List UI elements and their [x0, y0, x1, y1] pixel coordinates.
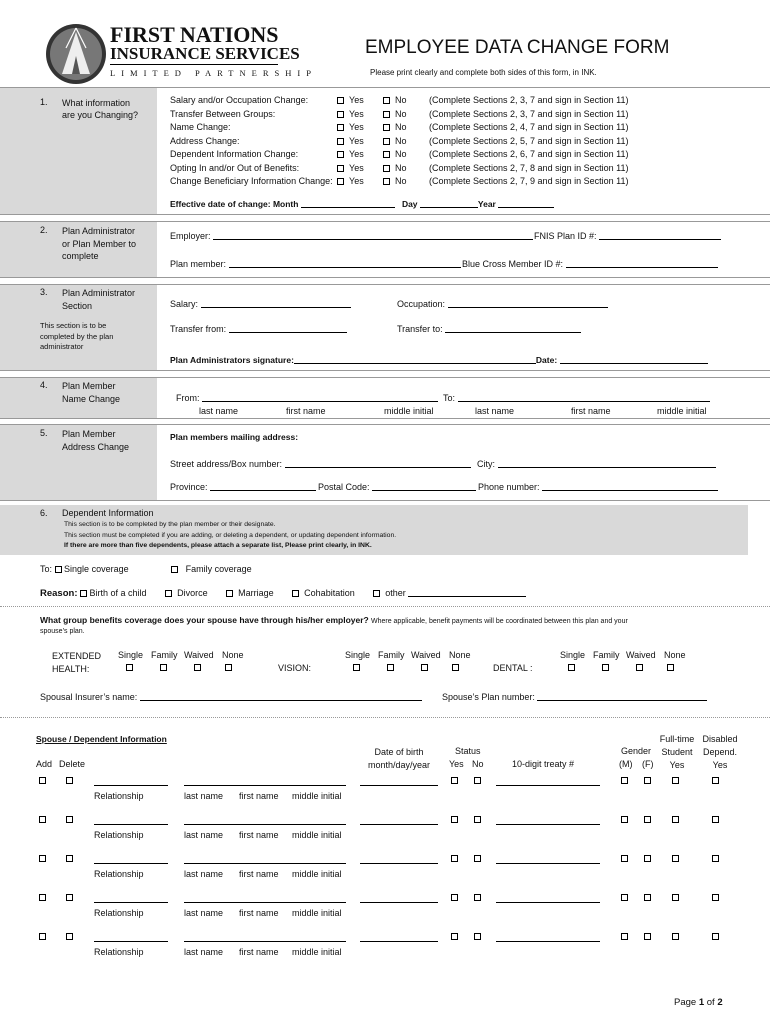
no-checkbox[interactable] [383, 178, 390, 185]
marriage-checkbox[interactable] [226, 590, 233, 597]
coverage-to-row: To: Single coverage Family coverage [40, 564, 252, 574]
section-5-label: Plan Member Address Change [62, 429, 130, 452]
dental-waived-checkbox-wrap [636, 662, 643, 672]
disabled-yes-checkbox[interactable] [712, 816, 719, 823]
change-row-yes: Yes [337, 176, 364, 186]
gender-m-header: (M) [619, 759, 633, 769]
extended-health-none-checkbox[interactable] [225, 664, 232, 671]
section-2-label: Plan Administrator or Plan Member to complete [62, 226, 137, 261]
gender-m-checkbox[interactable] [621, 933, 628, 940]
table-row [0, 933, 770, 963]
disabled-header: Disabled Depend. Yes [702, 734, 738, 770]
extended-health-label: EXTENDED HEALTH: [52, 651, 102, 674]
fulltime-yes-checkbox[interactable] [672, 933, 679, 940]
to-last-caption: last name [475, 406, 515, 416]
first-name-caption: first name [239, 908, 279, 918]
treaty-field[interactable] [496, 933, 600, 942]
to-middle-caption: middle initial [657, 406, 707, 416]
dental-family-header: Family [593, 650, 620, 660]
company-name-2: INSURANCE SERVICES [110, 44, 300, 63]
vision-none-checkbox[interactable] [452, 664, 459, 671]
status-no-checkbox[interactable] [474, 855, 481, 862]
status-header: Status [455, 746, 481, 756]
dob-field[interactable] [360, 855, 438, 864]
yes-checkbox[interactable] [337, 178, 344, 185]
transfer-from-field[interactable]: Transfer from: [170, 324, 347, 334]
middle-initial-caption: middle initial [292, 908, 342, 918]
change-row-label: Change Beneficiary Information Change: [170, 176, 333, 186]
admin-signature-field[interactable]: Plan Administrators signature: Date: [170, 355, 708, 365]
relationship-field[interactable] [94, 894, 168, 903]
extended-health-none-header: None [222, 650, 244, 660]
delete-checkbox[interactable] [66, 933, 73, 940]
family-coverage-checkbox[interactable] [171, 566, 178, 573]
dob-field[interactable] [360, 777, 438, 786]
vision-none-header: None [449, 650, 471, 660]
yes-checkbox[interactable] [337, 111, 344, 118]
section-3-note: This section is to be completed by the plan administrator [40, 321, 114, 351]
blue-cross-id-field[interactable]: Blue Cross Member ID #: [462, 259, 718, 269]
status-no-checkbox[interactable] [474, 777, 481, 784]
fulltime-yes-checkbox[interactable] [672, 777, 679, 784]
status-no-checkbox[interactable] [474, 894, 481, 901]
last-name-caption: last name [184, 908, 224, 918]
disabled-yes-checkbox[interactable] [712, 855, 719, 862]
dependent-name-field[interactable] [184, 894, 346, 903]
change-row-no: No [383, 109, 407, 119]
table-row [0, 816, 770, 846]
dependent-name-field[interactable] [184, 777, 346, 786]
gender-f-checkbox[interactable] [644, 933, 651, 940]
change-row-note: (Complete Sections 2, 6, 7 and sign in Section 11) [429, 149, 629, 159]
middle-initial-caption: middle initial [292, 947, 342, 957]
page-number: Page 1 of 2 [674, 997, 723, 1008]
name-from-field[interactable]: From: [176, 393, 438, 403]
dental-waived-checkbox[interactable] [636, 664, 643, 671]
fulltime-header: Full-time Student Yes [659, 734, 695, 770]
yes-checkbox[interactable] [337, 138, 344, 145]
add-checkbox[interactable] [39, 777, 46, 784]
extended-health-waived-checkbox[interactable] [194, 664, 201, 671]
province-field[interactable]: Province: [170, 482, 316, 492]
vision-family-checkbox[interactable] [387, 664, 394, 671]
company-name-rule [110, 64, 278, 65]
dental-single-checkbox[interactable] [568, 664, 575, 671]
relationship-field[interactable] [94, 855, 168, 864]
gender-header: Gender [621, 746, 652, 756]
delete-checkbox[interactable] [66, 777, 73, 784]
fulltime-yes-checkbox[interactable] [672, 855, 679, 862]
delete-checkbox[interactable] [66, 816, 73, 823]
reason-row: Reason: Birth of a child Divorce Marriage Cohabitation other [40, 588, 526, 599]
vision-family-header: Family [378, 650, 405, 660]
status-no-checkbox[interactable] [474, 933, 481, 940]
vision-none-checkbox-wrap [452, 662, 459, 672]
vision-waived-checkbox[interactable] [421, 664, 428, 671]
disabled-yes-checkbox[interactable] [712, 777, 719, 784]
last-name-caption: last name [184, 869, 224, 879]
salary-field[interactable]: Salary: [170, 299, 351, 309]
extended-health-single-checkbox-wrap [126, 662, 133, 672]
section-5-number: 5. [40, 428, 48, 438]
change-row-no: No [383, 136, 407, 146]
spouse-plan-number-field[interactable]: Spouse’s Plan number: [442, 692, 707, 702]
logo-emblem-icon [44, 22, 108, 86]
fnis-plan-id-field[interactable]: FNIS Plan ID #: [534, 231, 721, 241]
add-checkbox[interactable] [39, 894, 46, 901]
dental-family-checkbox[interactable] [602, 664, 609, 671]
change-row-yes: Yes [337, 163, 364, 173]
section-1-number: 1. [40, 97, 48, 107]
transfer-to-field[interactable]: Transfer to: [397, 324, 581, 334]
change-row-yes: Yes [337, 136, 364, 146]
no-checkbox[interactable] [383, 138, 390, 145]
extended-health-none-checkbox-wrap [225, 662, 232, 672]
relationship-caption: Relationship [94, 908, 144, 918]
to-first-caption: first name [571, 406, 611, 416]
treaty-header: 10-digit treaty # [512, 759, 575, 769]
add-checkbox[interactable] [39, 855, 46, 862]
table-row [0, 894, 770, 924]
fulltime-yes-checkbox[interactable] [672, 816, 679, 823]
change-row-label: Dependent Information Change: [170, 149, 299, 159]
vision-family-checkbox-wrap [387, 662, 394, 672]
extended-health-family-checkbox-wrap [160, 662, 167, 672]
gender-f-checkbox[interactable] [644, 777, 651, 784]
change-row-label: Transfer Between Groups: [170, 108, 276, 119]
vision-single-checkbox[interactable] [353, 664, 360, 671]
vision-waived-checkbox-wrap [421, 662, 428, 672]
first-name-caption: first name [239, 869, 279, 879]
vision-single-checkbox-wrap [353, 662, 360, 672]
change-row-no: No [383, 122, 407, 132]
section-3-label: Plan Administrator Section [62, 288, 136, 311]
extended-health-family-header: Family [151, 650, 178, 660]
city-field[interactable]: City: [477, 459, 716, 469]
dependent-name-field[interactable] [184, 933, 346, 942]
fulltime-yes-checkbox[interactable] [672, 894, 679, 901]
gender-f-checkbox[interactable] [644, 816, 651, 823]
change-row-yes: Yes [337, 95, 364, 105]
treaty-field[interactable] [496, 777, 600, 786]
relationship-caption: Relationship [94, 830, 144, 840]
change-row-label: Address Change: [170, 135, 240, 146]
dental-label: DENTAL : [493, 663, 533, 673]
section-6-label: Dependent Information [62, 508, 154, 518]
change-row-note: (Complete Sections 2, 5, 7 and sign in Section 11) [429, 135, 629, 146]
dependent-name-field[interactable] [184, 855, 346, 864]
spouse-note-2: spouse’s plan. [40, 628, 85, 635]
vision-single-header: Single [345, 650, 371, 660]
section-3-number: 3. [40, 287, 48, 297]
treaty-field[interactable] [496, 816, 600, 825]
relationship-field[interactable] [94, 933, 168, 942]
status-yes-checkbox[interactable] [451, 933, 458, 940]
section-6-notes: This section is to be completed by the plan member or their designate. This section must be completed if you are adding, or deleting a dependent, or updating dependent information. If there are more than five dependents, please attach a separate list, Please print clearly, in INK. [64, 521, 397, 549]
relationship-field[interactable] [94, 816, 168, 825]
relationship-caption: Relationship [94, 869, 144, 879]
treaty-field[interactable] [496, 855, 600, 864]
change-row-yes: Yes [337, 109, 364, 119]
yes-checkbox[interactable] [337, 165, 344, 172]
section-4-label: Plan Member Name Change [62, 381, 121, 404]
section-4-number: 4. [40, 380, 48, 390]
extended-health-family-checkbox[interactable] [160, 664, 167, 671]
relationship-caption: Relationship [94, 791, 144, 801]
first-name-caption: first name [239, 791, 279, 801]
company-logo [44, 22, 108, 86]
form-instruction: Please print clearly and complete both sides of this form, in INK. [370, 68, 597, 77]
dental-none-header: None [664, 650, 686, 660]
no-checkbox[interactable] [383, 165, 390, 172]
dob-field[interactable] [360, 816, 438, 825]
change-row-no: No [383, 163, 407, 173]
from-last-caption: last name [199, 406, 239, 416]
delete-checkbox[interactable] [66, 855, 73, 862]
gender-m-checkbox[interactable] [621, 777, 628, 784]
change-row-note: (Complete Sections 2, 4, 7 and sign in Section 11) [429, 122, 629, 132]
extended-health-waived-header: Waived [184, 650, 214, 660]
dental-waived-header: Waived [626, 650, 656, 660]
dental-none-checkbox[interactable] [667, 664, 674, 671]
relationship-caption: Relationship [94, 947, 144, 957]
no-checkbox[interactable] [383, 111, 390, 118]
vision-waived-header: Waived [411, 650, 441, 660]
dental-single-checkbox-wrap [568, 662, 575, 672]
disabled-yes-checkbox[interactable] [712, 894, 719, 901]
status-no-header: No [472, 759, 484, 769]
last-name-caption: last name [184, 830, 224, 840]
change-row-label: Name Change: [170, 122, 231, 132]
add-checkbox[interactable] [39, 933, 46, 940]
effective-date: Effective date of change: Month Day Year [170, 199, 554, 209]
no-checkbox[interactable] [383, 151, 390, 158]
extended-health-waived-checkbox-wrap [194, 662, 201, 672]
middle-initial-caption: middle initial [292, 791, 342, 801]
mailing-address-heading: Plan members mailing address: [170, 432, 299, 442]
yes-checkbox[interactable] [337, 97, 344, 104]
cohabitation-checkbox[interactable] [292, 590, 299, 597]
status-yes-checkbox[interactable] [451, 816, 458, 823]
change-row-note: (Complete Sections 2, 3, 7 and sign in Section 11) [429, 95, 629, 105]
divorce-checkbox[interactable] [165, 590, 172, 597]
first-name-caption: first name [239, 947, 279, 957]
from-first-caption: first name [286, 406, 326, 416]
spousal-insurer-field[interactable]: Spousal Insurer’s name: [40, 692, 422, 702]
yes-checkbox[interactable] [337, 124, 344, 131]
gender-f-header: (F) [642, 759, 654, 769]
last-name-caption: last name [184, 791, 224, 801]
table-row [0, 777, 770, 807]
status-yes-header: Yes [449, 759, 464, 769]
relationship-field[interactable] [94, 777, 168, 786]
extended-health-single-header: Single [118, 650, 144, 660]
middle-initial-caption: middle initial [292, 830, 342, 840]
change-row-no: No [383, 95, 407, 105]
add-checkbox[interactable] [39, 816, 46, 823]
gender-m-checkbox[interactable] [621, 855, 628, 862]
dob-field[interactable] [360, 894, 438, 903]
dob-header: Date of birth month/day/year [367, 747, 431, 770]
company-sub: LIMITED PARTNERSHIP [110, 68, 317, 78]
first-name-caption: first name [239, 830, 279, 840]
plan-member-field[interactable]: Plan member: [170, 259, 461, 269]
change-row-label: Salary and/or Occupation Change: [170, 95, 309, 105]
dental-none-checkbox-wrap [667, 662, 674, 672]
no-checkbox[interactable] [383, 124, 390, 131]
status-yes-checkbox[interactable] [451, 855, 458, 862]
disabled-yes-checkbox[interactable] [712, 933, 719, 940]
gender-f-checkbox[interactable] [644, 855, 651, 862]
extended-health-single-checkbox[interactable] [126, 664, 133, 671]
change-row-yes: Yes [337, 122, 364, 132]
from-middle-caption: middle initial [384, 406, 434, 416]
status-yes-checkbox[interactable] [451, 894, 458, 901]
phone-field[interactable]: Phone number: [478, 482, 718, 492]
change-row-note: (Complete Sections 2, 7, 8 and sign in Section 11) [429, 162, 629, 173]
delete-column-header: Delete [59, 759, 86, 769]
gender-m-checkbox[interactable] [621, 894, 628, 901]
gender-m-checkbox[interactable] [621, 816, 628, 823]
dependent-heading: Spouse / Dependent Information [36, 734, 167, 744]
delete-checkbox[interactable] [66, 894, 73, 901]
middle-initial-caption: middle initial [292, 869, 342, 879]
employer-field[interactable]: Employer: [170, 231, 533, 241]
company-name-1: FIRST NATIONS [110, 22, 279, 47]
status-yes-checkbox[interactable] [451, 777, 458, 784]
single-coverage-checkbox[interactable] [55, 566, 62, 573]
change-row-note: (Complete Sections 2, 3, 7 and sign in Section 11) [429, 108, 629, 119]
change-row-no: No [383, 176, 407, 186]
dependent-name-field[interactable] [184, 816, 346, 825]
change-row-yes: Yes [337, 149, 364, 159]
treaty-field[interactable] [496, 894, 600, 903]
gender-f-checkbox[interactable] [644, 894, 651, 901]
status-no-checkbox[interactable] [474, 816, 481, 823]
no-checkbox[interactable] [383, 97, 390, 104]
spouse-question: What group benefits coverage does your spouse have through his/her employer? Where applicable, benefit payments will be coordinated between this plan and your [40, 615, 628, 625]
occupation-field[interactable]: Occupation: [397, 299, 608, 309]
name-to-field[interactable]: To: [443, 393, 710, 403]
dob-field[interactable] [360, 933, 438, 942]
other-checkbox[interactable] [373, 590, 380, 597]
section-2-number: 2. [40, 225, 48, 235]
dental-family-checkbox-wrap [602, 662, 609, 672]
last-name-caption: last name [184, 947, 224, 957]
form-title: EMPLOYEE DATA CHANGE FORM [365, 37, 670, 58]
table-row [0, 855, 770, 885]
section-6-number: 6. [40, 508, 48, 518]
section-1-label: What information are you Changing? [62, 98, 139, 120]
vision-label: VISION: [278, 663, 312, 673]
change-row-no: No [383, 149, 407, 159]
yes-checkbox[interactable] [337, 151, 344, 158]
birth-checkbox[interactable] [80, 590, 87, 597]
change-row-label: Opting In and/or Out of Benefits: [170, 162, 300, 173]
change-row-note: (Complete Sections 2, 7, 9 and sign in Section 11) [429, 176, 629, 186]
street-field[interactable]: Street address/Box number: [170, 459, 471, 469]
postal-code-field[interactable]: Postal Code: [318, 482, 476, 492]
dental-single-header: Single [560, 650, 586, 660]
add-column-header: Add [36, 759, 53, 769]
